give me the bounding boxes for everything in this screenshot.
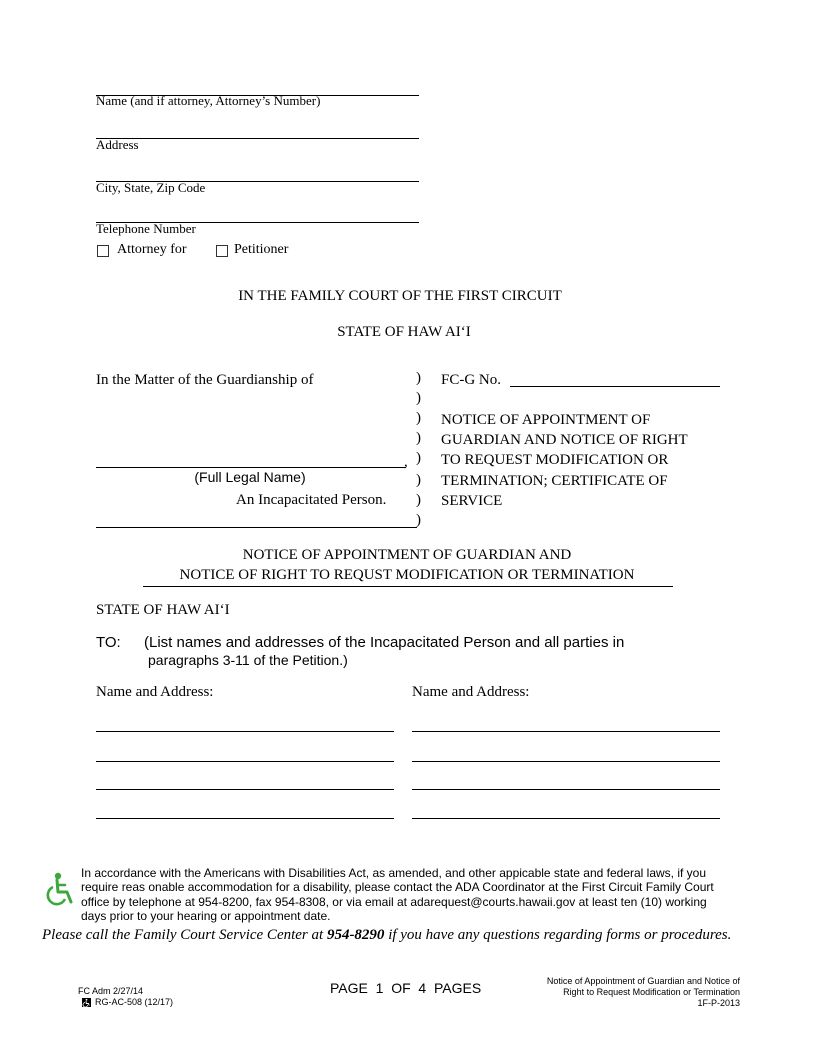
name-address-left-line[interactable] [96,818,394,819]
name-address-right-line[interactable] [412,789,720,790]
service-center-notice [42,927,731,944]
ward-name-line[interactable] [96,467,406,468]
form-rg-code: RG-AC-508 (12/17) [95,997,174,1007]
name-address-right-line[interactable] [412,761,720,762]
court-title: IN THE FAMILY COURT OF THE FIRST CIRCUIT [238,288,562,304]
notice-heading-underline [143,586,673,587]
doc-title-line: TO REQUEST MODIFICATION OR [441,452,669,468]
to-instructions-line1: (List names and addresses of the Incapacitated Person and all parties in [144,634,625,651]
to-instructions-line2: paragraphs 3-11 of the Petition.) [148,652,348,668]
full-legal-name-label: (Full Legal Name) [194,469,306,485]
service-center-text-end: if you have any questions regarding forms or procedures. [384,927,732,943]
petitioner-checkbox[interactable] [216,245,228,257]
footer-form-number: 1F-P-2013 [697,998,740,1008]
name-address-left-line[interactable] [96,789,394,790]
court-state: STATE OF HAW AI‘I [337,324,471,340]
matter-of-label: In the Matter of the Guardianship of [96,372,314,388]
address-label: Address [96,137,139,152]
small-accessibility-icon [82,998,91,1007]
name-address-right-line[interactable] [412,818,720,819]
wheelchair-icon [44,872,76,908]
service-center-text: Please call the Family Court Service Center at [42,927,327,943]
doc-title-line: NOTICE OF APPOINTMENT OF [441,412,651,428]
notice-state: STATE OF HAW AI‘I [96,602,230,618]
service-center-phone: 954-8290 [326,927,385,943]
ada-notice-line: require reas onable accommodation for a disability, please contact the ADA Coordinator at the First Circuit Family Court [81,880,714,895]
attorney-for-label: Attorney for [117,242,187,257]
notice-heading-line1: NOTICE OF APPOINTMENT OF GUARDIAN AND [242,547,572,563]
caption-bottom-line [96,527,417,528]
footer-form-title-line: Right to Request Modification or Termination [563,987,740,997]
case-number-line[interactable] [510,386,720,387]
form-adm-code: FC Adm 2/27/14 [78,986,144,996]
ward-name-comma: , [404,454,408,470]
name-address-left-label: Name and Address: [96,684,214,700]
page-indicator: PAGE 1 OF 4 PAGES [330,980,482,996]
incapacitated-person-label: An Incapacitated Person. [236,492,387,508]
city-state-zip-label: City, State, Zip Code [96,180,206,195]
telephone-label: Telephone Number [96,221,196,236]
ada-notice-line: office by telephone at 954-8200, fax 954-8308, or via email at adarequest@courts.hawaii.gov at least ten (10) working [81,894,707,909]
doc-title-line: GUARDIAN AND NOTICE OF RIGHT [441,432,688,448]
to-label: TO: [96,634,121,651]
footer-form-title-line: Notice of Appointment of Guardian and Notice of [546,976,740,986]
case-number-label: FC-G No. [441,372,502,388]
name-address-right-line[interactable] [412,731,720,732]
name-address-right-label: Name and Address: [412,684,530,700]
notice-heading-line2: NOTICE OF RIGHT TO REQUST MODIFICATION OR TERMINATION [179,567,635,583]
name-address-left-line[interactable] [96,761,394,762]
address-line[interactable] [96,138,419,139]
attorney-for-checkbox[interactable] [97,245,109,257]
doc-title-line: SERVICE [441,493,503,509]
ada-notice-line: In accordance with the Americans with Disabilities Act, as amended, and other appicable state and federal laws, if you [81,866,707,880]
ada-notice-line: days prior to your hearing or appointment date. [81,909,331,924]
ada-notice [81,866,714,924]
footer-form-title [500,976,740,1009]
name-address-left-line[interactable] [96,731,394,732]
petitioner-label: Petitioner [234,242,289,257]
name-label: Name (and if attorney, Attorney’s Number) [96,93,321,108]
doc-title-line: TERMINATION; CERTIFICATE OF [441,473,668,489]
